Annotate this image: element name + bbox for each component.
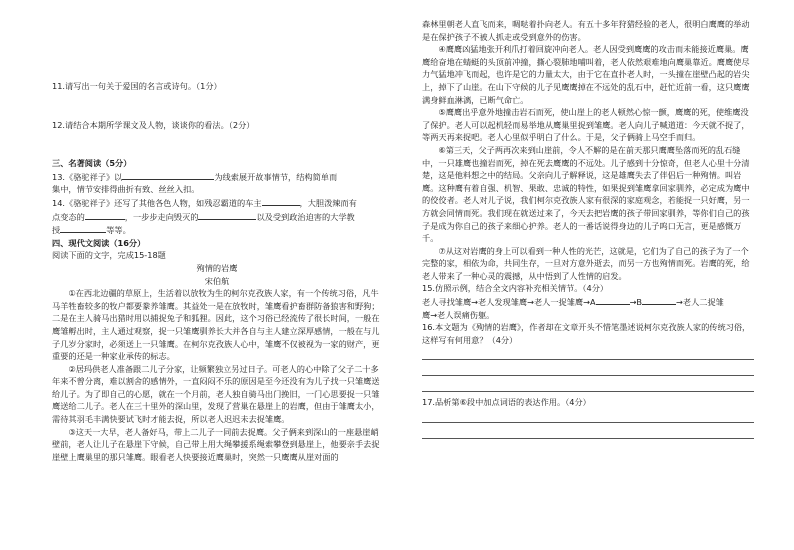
question-15-chain-cont: 鹰→老人误痛伤躯。	[422, 309, 495, 320]
question-11: 11.请写出一句关于爱国的名言或诗句。（1分）	[52, 81, 222, 91]
question-12: 12.请结合本期所学课文及人物，谈谈你的看法。（2分）	[52, 119, 255, 130]
answer-blank[interactable]	[85, 210, 125, 220]
paragraph-7: ⑦从这对岩鹰的身上可以看到一种人性的光芒，这就是，它们为了自己的孩子为了一个完整的家，相依为命，共同生存，一旦对方意外逝去，而另一方也殉情而死。岩鹰的死，给老人带来了一种心灵的震撼，从中悟到了人性情的启发。	[422, 245, 750, 281]
answer-blank-b[interactable]	[642, 295, 676, 305]
answer-line[interactable]	[422, 346, 754, 360]
answer-blank[interactable]	[198, 210, 256, 220]
paragraph-2: ②居玛供老人准备跟二儿子分家，让频繁独立另过日子。可老人的心中除了父子二十多年来不曾分离，难以割舍的感情外，一直闷闷不乐的原因是至今还没有为儿子找一只雏鹰送给儿子。为了即自己的心愿，就在一个月前，老人独自骑马出门挽旧，一门心思要捉一只雏鹰送给二儿子。老人在三十里外的深山里，发现了营巢在悬崖上的岩鹰，但由于雏鹰太小，需待其羽毛丰满快要试飞时才能去捉，所以老人迟迟未去捉雏鹰。	[52, 363, 380, 425]
question-13-cont: 集中，情节安排得曲折有致、丝丝入扣。	[52, 184, 200, 195]
question-15-chain: 老人寻找雏鹰→老人发现雏鹰→老人一捉雏鹰→A →B →老人二捉雏	[422, 297, 724, 308]
answer-line[interactable]	[422, 425, 754, 439]
question-14: 14.《骆驼祥子》还写了其他各色人物，如残忍霸道的车主 ，大胆泼辣而有	[52, 197, 357, 208]
left-column	[52, 18, 382, 463]
question-13: 13.《骆驼祥子》以 为线索展开故事情节，结构简单而	[52, 171, 338, 182]
answer-line[interactable]	[422, 378, 754, 392]
question-16: 16.本文题为《殉情的岩鹰》，作者却在文章开头不惜笔墨述说柯尔克孜族人家的传统习俗，这样写有何用意？（4分）	[422, 322, 751, 345]
paragraph-6: ⑥第三天，父子两再次来到山崖前，令人不解的是在前天那只鹰鹰坠落而死的乱石缝中，一只雄鹰也撞岩而死，掉在死去鹰鹰的不远处。儿子感到十分惊奇，但老人心里十分清楚，这是他料想之中的结局。父亲向儿子解释说，这是雄鹰失去了伴侣后一种殉情。叫岩鹰。这种鹰有着自强、机智、果敢、忠诚的特性，如果捉到雏鹰拿回家驯养，必定成为鹰中的佼佼者。老人对儿子说，我们柯尔克孜族人家有很深的家庭观念，若能捉一只好鹰，另一方就会同情而死。我们现在就送过来了，今天去把岩鹰的孩子带回家驯养，等你们自己的孩子是成为你自己的孩子来细心护养。老人的一番话说得身边的儿子呜口无言，更是感慨万千。	[422, 144, 750, 244]
paragraph-4: ④鹰鹰凶猛地张开利爪打着回旋冲向老人。老人因受到鹰鹰的攻击而未能接近鹰巢。鹰鹰给奋地在蜻蜓的头顶前冲撞，撕心裂肺地哺叫着，老人依然艰难地向鹰巢靠近。鹰鹰使尽力气猛地冲飞而起，也许是它的力量太大，由于它在直扑老人时，一头撞在崖壁凸起的岩尖上，掉下了山崖。在山下守候的儿子见鹰鹰掉在不远处的乱石中，赶忙近前一看，这只鹰鹰满身鲜血淋漓，已断气命亡。	[422, 44, 750, 105]
answer-line[interactable]	[422, 362, 754, 376]
article-author: 宋伯航	[204, 275, 230, 286]
article-title: 殉情的岩鹰	[196, 262, 238, 273]
reading-instruction: 阅读下面的文字，完成15-18题	[52, 250, 166, 261]
paragraph-3-continued: 森林里朝老人直飞而来，啁哒着扑向老人。有五十多年狩猎经验的老人，很明白鹰鹰的举动是在保护孩子不被人抓走或受到意外的伤害。	[422, 19, 750, 42]
answer-line[interactable]	[422, 409, 754, 423]
section-3-title: 三、名著阅读（5分）	[52, 158, 132, 169]
question-14-cont2: 授 等等。	[52, 225, 131, 236]
question-14-cont: 点变态的 ，一步步走向毁灭的 以及受到政治迫害的大学教	[52, 211, 355, 222]
question-15: 15.仿照示例，结合全文内容补充相关情节。（4分）	[422, 283, 609, 294]
answer-blank[interactable]	[122, 170, 214, 180]
paragraph-5: ⑤鹰鹰出乎意外地撞击岩石而死，使山崖上的老人顿然心惊一颤，鹰鹰的死，使维鹰没了保护。老人可以起机轻而易举地从鹰巢里捉到雏鹰。老人向儿子喊道道：今天就不捉了，等两天再来捉吧。老人心里似乎明白了什么。于是，父子俩骑上马空手而归。	[422, 107, 750, 143]
answer-blank-a[interactable]	[596, 295, 630, 305]
question-17: 17.品析第⑥段中加点词语的表达作用。（4分）	[422, 397, 591, 408]
answer-blank[interactable]	[60, 223, 106, 233]
paragraph-3: ③这天一大早，老人备好马，带上二儿子一同前去捉鹰。父子俩来到深山的一座悬崖峭壁前，老人让儿子在悬崖下守候，自己带上用大绳攀援系绳索攀登到悬崖上，他要亲手去捉崖壁上鹰巢里的那只雏鹰。眼看老人快要接近鹰巢时，突然一只鹰鹰从崖对面的	[52, 426, 380, 462]
answer-blank[interactable]	[262, 196, 300, 206]
right-column	[422, 18, 754, 441]
section-4-title: 四、现代文阅读（16分）	[52, 237, 146, 248]
paragraph-1: ①在西北边疆的草原上，生活着以放牧为生的柯尔克孜族人家，有一个传统习俗，凡牛马羊牲畜较多的牧户都要豢养雏鹰。其益处一是在放牧时，雏鹰看护畜群防备狼害和野狗；二是在主人骑马出猎时用以捕捉兔子和狐狸。因此，这个习俗已经流传了很长时间，一般在鹰雏孵出时，主人通过观察，捉一只雏鹰驯养长大并各自与主人建立深厚感情，一般在与儿子几岁分家时，必须送上一只雏鹰。在柯尔克孜族人心中，雏鹰不仅被视为一家的财产，更重要的还是一种家业承传的标志。	[52, 288, 380, 362]
